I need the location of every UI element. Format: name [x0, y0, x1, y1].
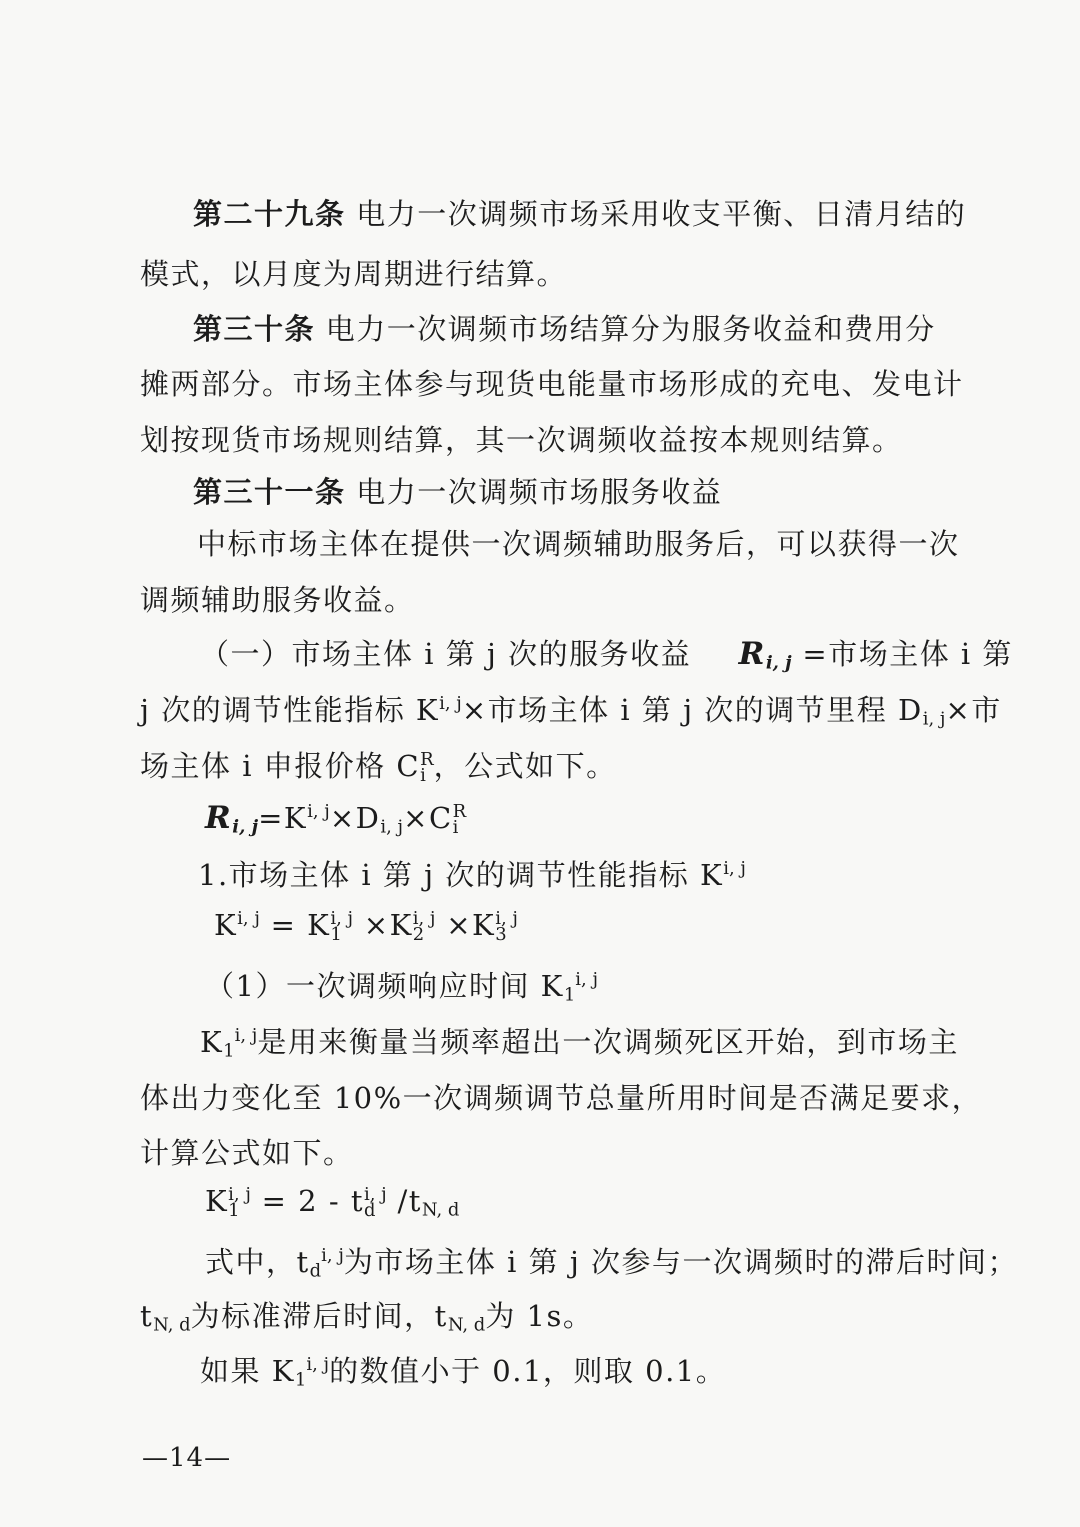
- page-number: —14—: [142, 1443, 232, 1473]
- k-formula-eq: = K: [259, 908, 331, 942]
- last-a: 如果 K: [200, 1354, 295, 1388]
- k3-sub: 3: [495, 924, 507, 946]
- formula-c-sub: i: [452, 817, 459, 839]
- section-1-text: 1.市场主体 i 第 j 次的调节性能指标 K: [198, 858, 724, 892]
- k2-index: [412, 908, 436, 946]
- last-sup: i, j: [306, 1354, 330, 1376]
- section-1-heading: [198, 853, 746, 894]
- article-29-title: 第二十九条: [193, 197, 346, 231]
- article-30-title: 第三十条: [193, 312, 316, 346]
- k1-formula: [205, 1184, 459, 1220]
- k1-index: [330, 908, 354, 946]
- item-1-line-2-c: ×市: [945, 693, 1002, 727]
- article-29-text: 电力一次调频市场采用收支平衡、日清月结的: [356, 197, 967, 231]
- k2-sup: i, j: [412, 908, 436, 930]
- k1-formula-index: [228, 1184, 251, 1222]
- formula-c: ×C: [403, 801, 453, 835]
- item-1-line-2-a: j 次的调节性能指标 K: [140, 693, 440, 727]
- desc-k-sub: 1: [223, 1040, 235, 1062]
- formula-c-sup: R: [452, 801, 467, 823]
- k-formula-times-2: ×K: [435, 908, 496, 942]
- k1-formula-sub: 1: [228, 1200, 240, 1222]
- where-a1: 式中，t: [205, 1245, 310, 1279]
- k-formula: [214, 908, 518, 946]
- article-29-line-2: 模式，以月度为周期进行结算。: [140, 257, 568, 291]
- last-sub: 1: [294, 1369, 307, 1391]
- desc-k-sup: i, j: [234, 1025, 258, 1047]
- description-line-2: 体出力变化至 10%一次调频调节总量所用时间是否满足要求，: [140, 1081, 983, 1115]
- section-1-sup: i, j: [723, 858, 746, 880]
- formula-r-sub: i, j: [232, 816, 259, 838]
- item-1-line-3-b: ，公式如下。: [433, 749, 617, 783]
- formula-d-sub: i, j: [380, 816, 404, 838]
- k1-formula-sup: i, j: [228, 1184, 251, 1206]
- item-1-line-2: [140, 688, 1002, 729]
- subsection-1-sup: i, j: [575, 969, 599, 991]
- article-29-line-1: [193, 192, 966, 233]
- revenue-symbol: R: [738, 636, 766, 672]
- where-b2-sub: N, d: [447, 1314, 486, 1336]
- k1-formula-k: K: [205, 1184, 229, 1218]
- subsection-1-sub: 1: [563, 984, 576, 1006]
- article-30-line-3: 划按现货市场规则结算，其一次调频收益按本规则结算。: [140, 423, 903, 457]
- where-b2: 为标准滞后时间，t: [190, 1299, 448, 1333]
- item-1-tail: =市场主体 i 第: [802, 637, 1013, 671]
- item-1-text: （一）市场主体 i 第 j 次的服务收益: [200, 637, 692, 671]
- where-line-2: [140, 1294, 593, 1335]
- item-1-line-3-a: 场主体 i 申报价格 C: [140, 749, 421, 783]
- article-31-text: 电力一次调频市场服务收益: [356, 475, 723, 509]
- last-b: 的数值小于 0.1，则取 0.1。: [329, 1354, 727, 1388]
- td-sup: i, j: [364, 1184, 387, 1206]
- revenue-formula: [205, 800, 466, 837]
- where-b1: t: [140, 1299, 154, 1333]
- k1-sup: i, j: [330, 908, 354, 930]
- where-b3: 为 1s。: [485, 1299, 594, 1333]
- article-30-text: 电力一次调频市场结算分为服务收益和费用分: [325, 312, 936, 346]
- c-subscript: i: [420, 765, 426, 787]
- k1-sub: 1: [330, 924, 342, 946]
- k1-formula-div: /t: [386, 1184, 422, 1218]
- where-a-sub: d: [309, 1260, 322, 1282]
- formula-c-index: [452, 801, 467, 839]
- subsection-1-heading: [205, 964, 598, 1005]
- formula-k-sup: i, j: [307, 801, 330, 823]
- paragraph-line-2: 调频辅助服务收益。: [140, 583, 415, 617]
- formula-d: ×D: [329, 801, 381, 835]
- k3-index: [495, 908, 518, 946]
- article-31-line-1: [193, 470, 722, 511]
- td-index: [364, 1184, 387, 1222]
- article-30-line-1: [193, 307, 936, 348]
- item-1-line-3: [140, 744, 617, 785]
- article-30-line-2: 摊两部分。市场主体参与现货电能量市场形成的充电、发电计: [140, 367, 964, 401]
- subsection-1-text: （1）一次调频响应时间 K: [205, 969, 564, 1003]
- k-formula-sup: i, j: [237, 908, 260, 930]
- article-31-title: 第三十一条: [193, 475, 346, 509]
- k1-formula-mid: = 2 - t: [250, 1184, 364, 1218]
- where-line-1: [205, 1240, 1018, 1281]
- k3-sup: i, j: [495, 908, 518, 930]
- where-a2: 为市场主体 i 第 j 次参与一次调频时的滞后时间；: [343, 1245, 1019, 1279]
- last-line: [200, 1349, 726, 1390]
- where-a-sup: i, j: [321, 1245, 344, 1267]
- revenue-subscript: i, j: [765, 652, 792, 674]
- item-1-line-1: [200, 632, 1013, 673]
- k-formula-k: K: [214, 908, 238, 942]
- description-line-3: 计算公式如下。: [140, 1136, 354, 1170]
- description-line-1: [200, 1020, 959, 1061]
- k-superscript: i, j: [439, 693, 462, 715]
- k-formula-times-1: ×K: [353, 908, 413, 942]
- desc-k: K: [200, 1025, 224, 1059]
- td-sub: d: [364, 1200, 376, 1222]
- tnd-sub: N, d: [421, 1199, 460, 1221]
- desc-text: 是用来衡量当频率超出一次调频死区开始，到市场主: [257, 1025, 959, 1059]
- where-b1-sub: N, d: [153, 1314, 191, 1336]
- item-1-line-2-b: ×市场主体 i 第 j 次的调节里程 D: [461, 693, 923, 727]
- c-superscript: R: [420, 749, 434, 771]
- formula-eq-k: =K: [258, 801, 308, 835]
- d-subscript: i, j: [922, 708, 946, 730]
- paragraph-line-1: 中标市场主体在提供一次调频辅助服务后，可以获得一次: [197, 527, 960, 561]
- k2-sub: 2: [412, 924, 425, 946]
- formula-r: R: [205, 800, 233, 836]
- c-index: [420, 749, 434, 787]
